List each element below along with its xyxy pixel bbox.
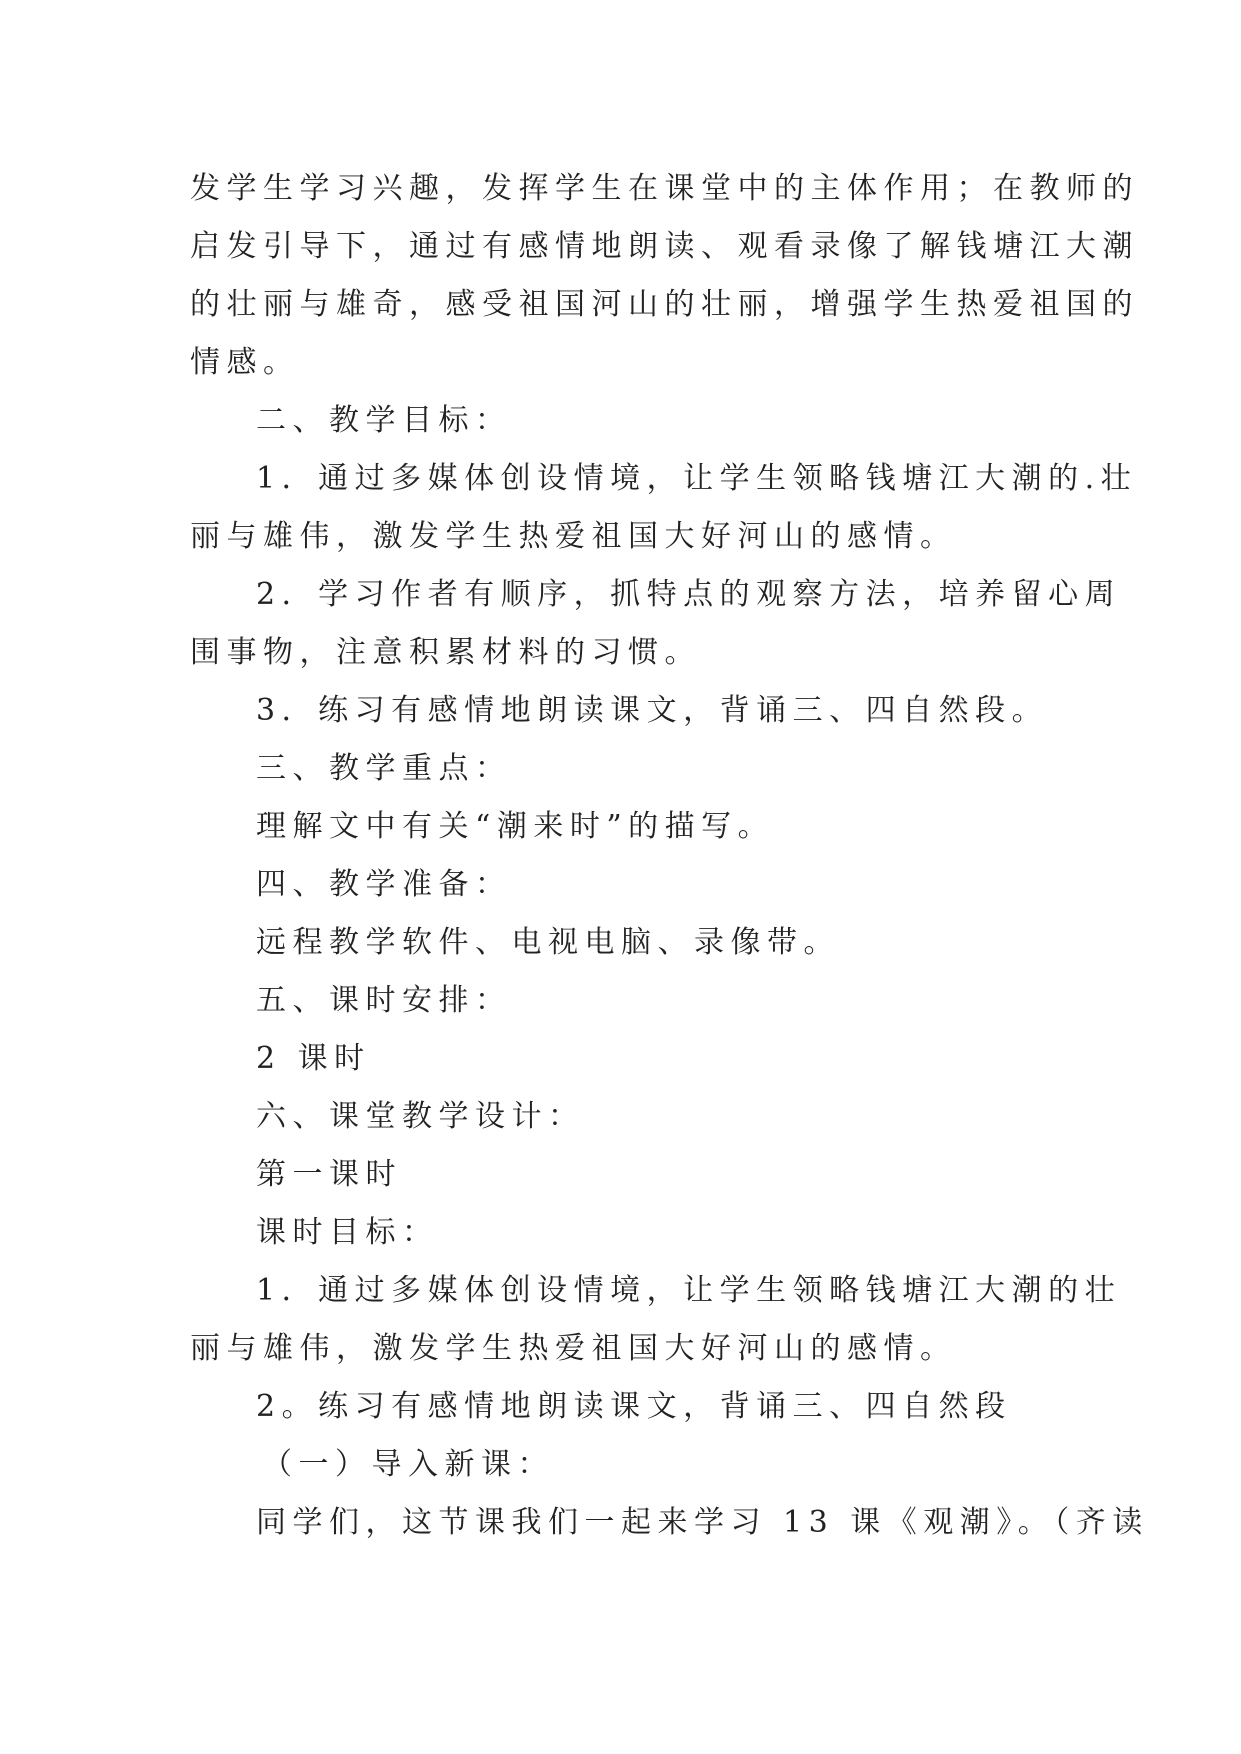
intro-heading: （一）导入新课： [262, 1447, 554, 1482]
objective-item-3: 3．练习有感情地朗读课文，背诵三、四自然段。 [256, 693, 1049, 728]
focus-text: 理解文中有关“潮来时”的描写。 [256, 809, 775, 844]
objective-item-2-continued: 围事物，注意积累材料的习惯。 [190, 635, 701, 670]
objective-item-1: 1．通过多媒体创设情境，让学生领略钱塘江大潮的.壮 [256, 461, 1138, 496]
paragraph-line: 的壮丽与雄奇，感受祖国河山的壮丽，增强学生热爱祖国的 [190, 287, 1139, 322]
intro-text: 同学们，这节课我们一起来学习 13 课《观潮》。（齐读 [256, 1505, 1149, 1540]
lesson-goals-heading: 课时目标： [256, 1215, 439, 1250]
section-heading-focus: 三、教学重点： [256, 751, 512, 786]
lesson-title: 第一课时 [256, 1157, 402, 1192]
lesson-goal-1-continued: 丽与雄伟，激发学生热爱祖国大好河山的感情。 [190, 1331, 957, 1366]
section-heading-objectives: 二、教学目标： [256, 403, 512, 438]
section-heading-preparation: 四、教学准备： [256, 867, 512, 902]
section-heading-design: 六、课堂教学设计： [256, 1099, 585, 1134]
objective-item-1-continued: 丽与雄伟，激发学生热爱祖国大好河山的感情。 [190, 519, 957, 554]
document-body [190, 160, 1149, 1552]
schedule-text: 2 课时 [256, 1041, 371, 1076]
paragraph-line: 启发引导下，通过有感情地朗读、观看录像了解钱塘江大潮 [190, 229, 1139, 264]
objective-item-2: 2．学习作者有顺序，抓特点的观察方法，培养留心周 [256, 577, 1122, 612]
lesson-goal-2: 2。练习有感情地朗读课文，背诵三、四自然段 [256, 1389, 1012, 1424]
lesson-goal-1: 1．通过多媒体创设情境，让学生领略钱塘江大潮的壮 [256, 1273, 1122, 1308]
paragraph-line: 发学生学习兴趣，发挥学生在课堂中的主体作用；在教师的 [190, 171, 1139, 206]
section-heading-schedule: 五、课时安排： [256, 983, 512, 1018]
preparation-text: 远程教学软件、电视电脑、录像带。 [256, 925, 840, 960]
paragraph-line: 情感。 [190, 345, 300, 380]
